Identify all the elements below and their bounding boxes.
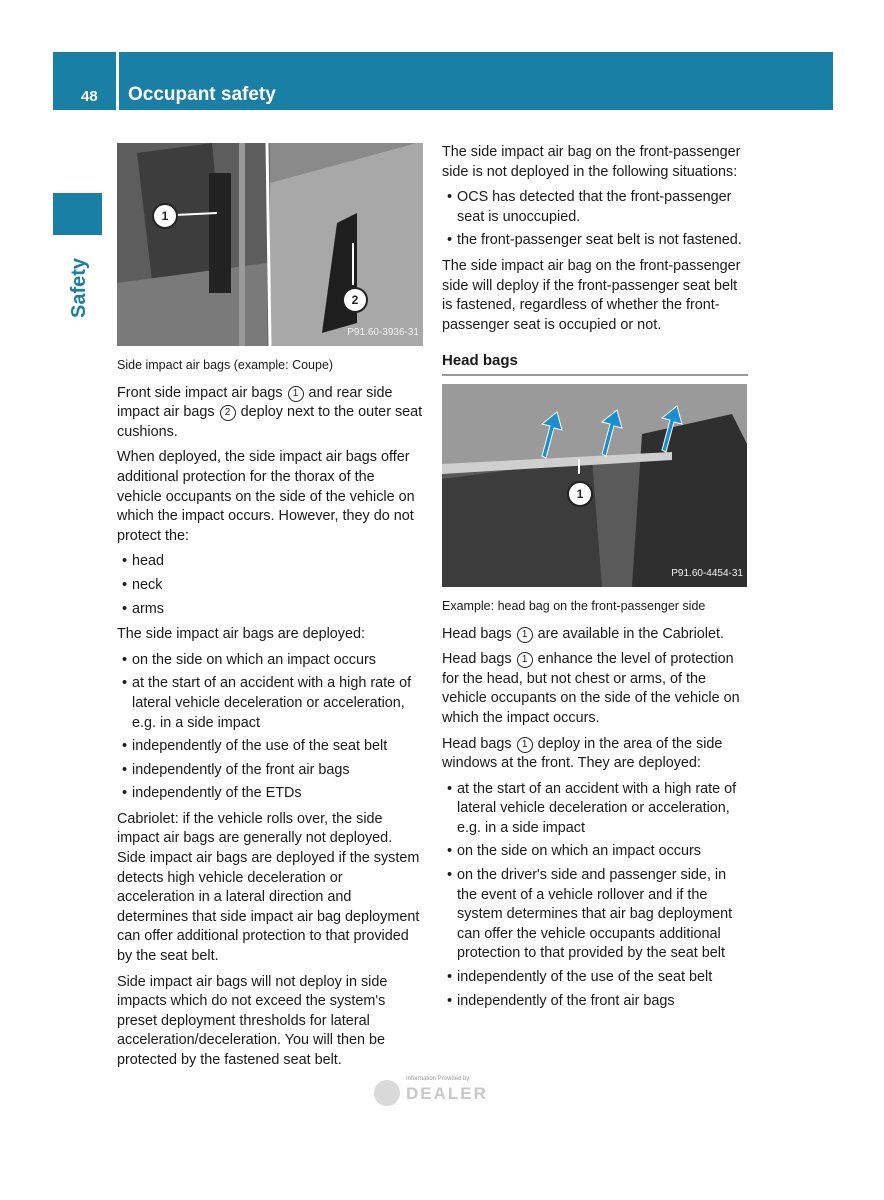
list-item: • at the start of an accident with a high rate of lateral vehicle deceleration or acceleration, e.g. in a side impact bbox=[442, 780, 748, 839]
paragraph-thresholds: Side impact air bags will not deploy in side impacts which do not exceed the system's preset deployment thresholds for lateral acceleration/deceleration. You will then be protected by the fastened seat belt. bbox=[117, 973, 388, 1068]
callout-1-marker: 1 bbox=[567, 481, 593, 507]
paragraph-front-side-airbags: Front side impact air bags 1 and rear side impact air bags 2 deploy next to the outer seat cushions. bbox=[117, 384, 423, 440]
figure-code: P91.60-3936-31 bbox=[347, 327, 419, 339]
right-column bbox=[442, 143, 748, 1017]
figure-code: P91.60-4454-31 bbox=[671, 568, 743, 580]
door-frame-line bbox=[239, 143, 245, 346]
paragraph-protection: When deployed, the side impact air bags offer additional protection for the thorax of the vehicle occupants on the side of the vehicle on which the impact occurs. However, they do not protect the: bbox=[117, 449, 415, 544]
head-bag-illustration bbox=[442, 384, 747, 587]
paragraph-cabriolet-head-bags: Head bags 1 are available in the Cabriolet. bbox=[442, 625, 724, 642]
list-item: • OCS has detected that the front-passenger seat is unoccupied. bbox=[442, 188, 748, 227]
figure-caption: Side impact air bags (example: Coupe) bbox=[117, 358, 334, 372]
paragraph-not-deployed: The side impact air bag on the front-passenger side is not deployed in the following situations: bbox=[442, 144, 741, 180]
list-item: • independently of the front air bags bbox=[442, 992, 748, 1012]
list-item: • head bbox=[117, 552, 423, 572]
watermark-line1: Information Provided by: bbox=[406, 1076, 472, 1082]
left-column bbox=[117, 143, 423, 1077]
list-item: • independently of the front air bags bbox=[117, 761, 423, 781]
watermark-line2: DEALER bbox=[406, 1084, 488, 1103]
door-panel-shape bbox=[442, 459, 602, 587]
list-item: • on the driver's side and passenger side, in the event of a vehicle rollover and if the system determines that air bag deployment can offer the vehicle occupants additional protection to that provided by the seat belt bbox=[442, 866, 748, 964]
list-item: • independently of the use of the seat belt bbox=[442, 968, 748, 988]
seat-shape bbox=[632, 414, 747, 587]
dealer-watermark bbox=[372, 1074, 512, 1112]
callout-1-inline: 1 bbox=[517, 652, 533, 668]
head-bag-figure bbox=[442, 384, 747, 587]
figure-caption: Example: head bag on the front-passenger side bbox=[442, 598, 706, 613]
list-item: • on the side on which an impact occurs bbox=[442, 842, 748, 862]
front-side-airbag-shape bbox=[209, 173, 231, 293]
side-tab bbox=[53, 193, 102, 235]
callout-1-inline: 1 bbox=[288, 386, 304, 402]
head-bag-deployment-list bbox=[442, 780, 748, 1012]
list-item: • the front-passenger seat belt is not fastened. bbox=[442, 231, 748, 251]
callout-1-inline: 1 bbox=[517, 627, 533, 643]
not-protected-list bbox=[117, 552, 423, 619]
list-item: • arms bbox=[117, 600, 423, 620]
paragraph-deploy-area: Head bags 1 deploy in the area of the side windows at the front. They are deployed: bbox=[442, 735, 723, 772]
not-deployed-list bbox=[442, 188, 748, 251]
paragraph-cabriolet: Cabriolet: if the vehicle rolls over, the side impact air bags are generally not deployed. Side impact air bags are deployed if the system detects high vehicle deceleration or acceleration in a lateral direction and determines that side impact air bag deployment can offer additional protection to that provided by the seat belt. bbox=[117, 810, 420, 965]
list-item: • independently of the use of the seat belt bbox=[117, 737, 423, 757]
callout-2-marker: 2 bbox=[342, 287, 368, 313]
photo-divider bbox=[267, 143, 270, 346]
list-item: • neck bbox=[117, 576, 423, 596]
side-tab-label: Safety bbox=[68, 257, 90, 318]
header-divider bbox=[116, 52, 119, 110]
section-heading-head-bags: Head bags bbox=[442, 351, 748, 376]
page-number: 48 bbox=[81, 88, 98, 105]
paragraph-enhance-protection: Head bags 1 enhance the level of protection for the head, but not chest or arms, of the vehicle occupants on the side of the vehicle on which the impact occurs. bbox=[442, 651, 740, 726]
callout-1-marker: 1 bbox=[152, 203, 178, 229]
page-title: Occupant safety bbox=[128, 84, 276, 105]
side-airbag-figure bbox=[117, 143, 423, 346]
list-item: • at the start of an accident with a high rate of lateral vehicle deceleration or acceleration, e.g. in a side impact bbox=[117, 674, 423, 733]
paragraph-deployed: The side impact air bags are deployed: bbox=[117, 626, 365, 643]
side-airbag-illustration bbox=[117, 143, 423, 346]
watermark-logo-icon bbox=[374, 1080, 400, 1106]
deployment-list bbox=[117, 651, 423, 804]
list-item: • on the side on which an impact occurs bbox=[117, 651, 423, 671]
callout-2-inline: 2 bbox=[220, 405, 236, 421]
list-item: • independently of the ETDs bbox=[117, 784, 423, 804]
paragraph-will-deploy: The side impact air bag on the front-passenger side will deploy if the front-passenger seat belt is fastened, regardless of whether the front-passenger seat is occupied or not. bbox=[442, 257, 741, 333]
callout-1-inline: 1 bbox=[517, 737, 533, 753]
